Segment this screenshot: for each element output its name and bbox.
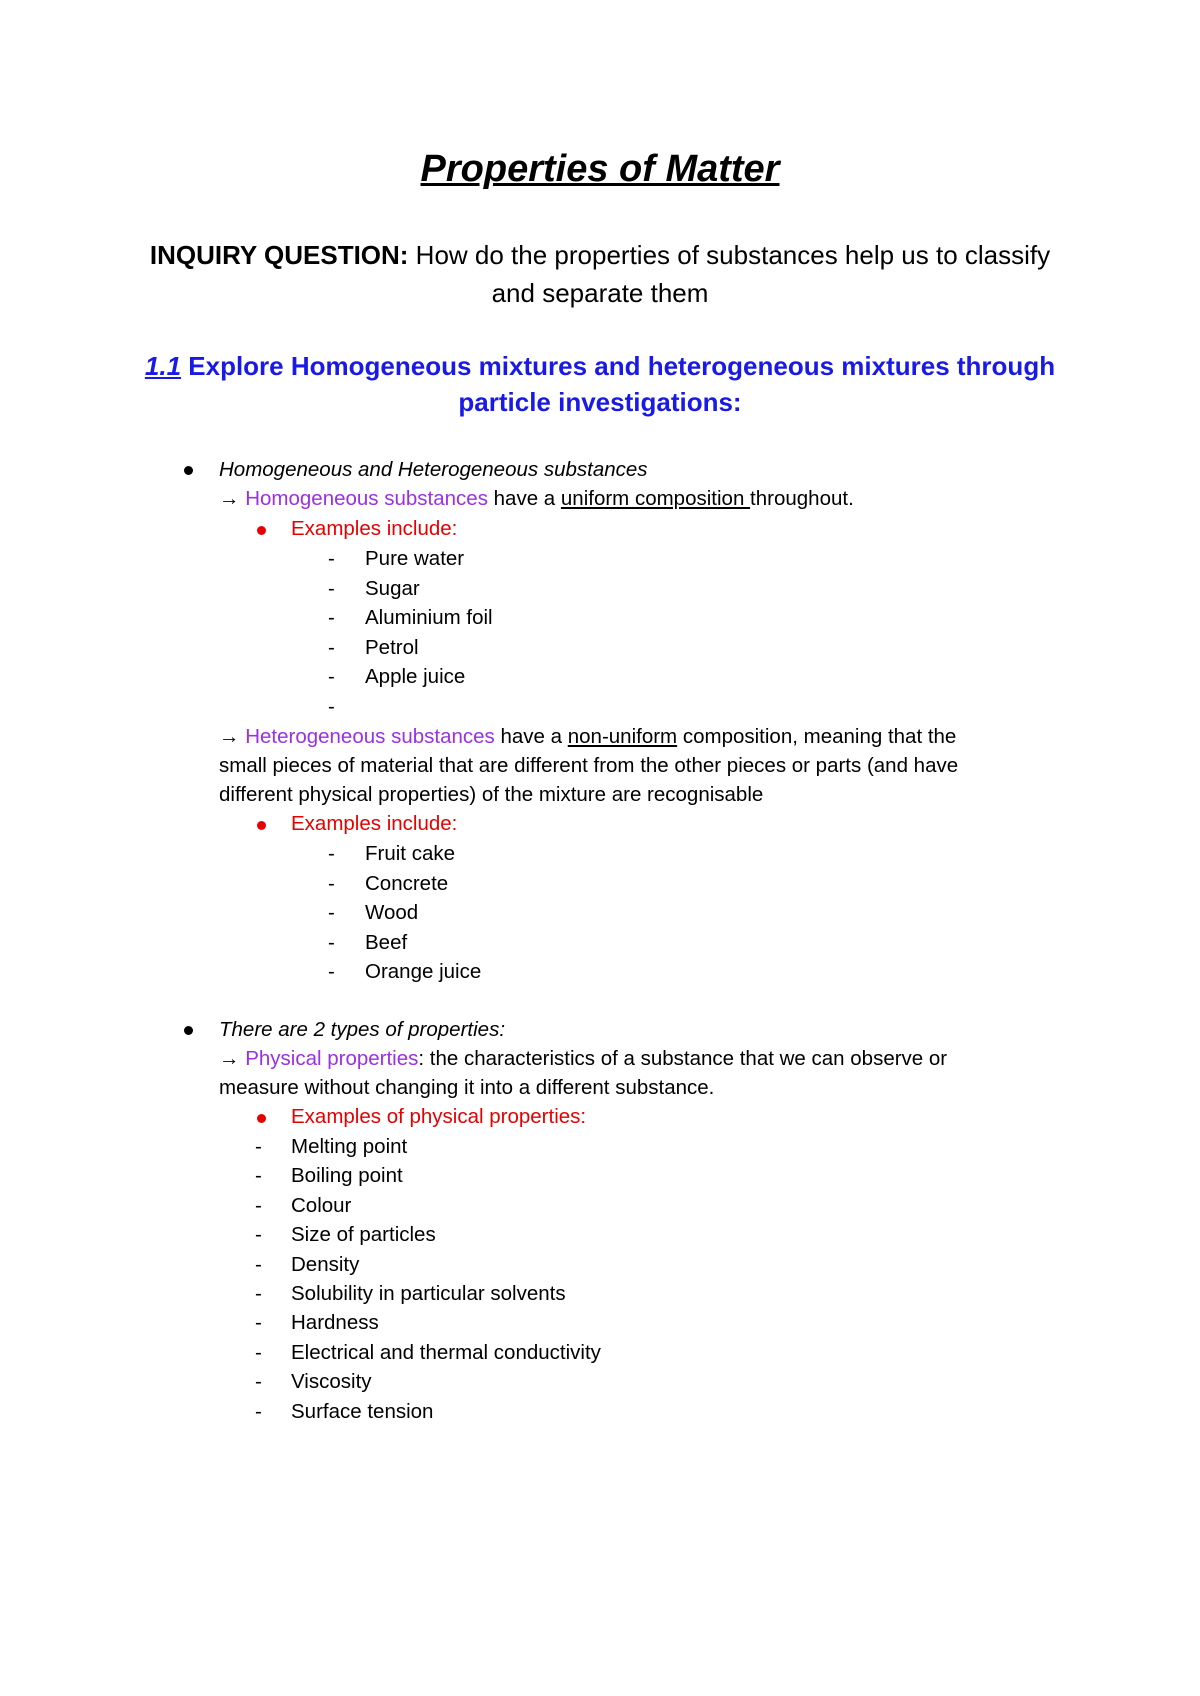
definition-text: have a (487, 487, 561, 510)
list-dash: - (255, 1223, 262, 1247)
list-dash: - (255, 1311, 262, 1335)
non-uniform-text: non-uniform (567, 725, 678, 748)
definition-text: : the characteristics of a substance that we can observe or (418, 1047, 948, 1070)
heterogeneous-definition-line2: small pieces of material that are different from the other pieces or parts (and have (219, 754, 959, 777)
list-item: Fruit cake (365, 842, 455, 865)
list-item: Wood (365, 901, 419, 924)
term-homogeneous: Homogeneous substances (245, 487, 488, 510)
list-item: Colour (291, 1193, 352, 1217)
list-dash: - (328, 635, 335, 659)
list-dash: - (255, 1252, 262, 1276)
list-item: Petrol (365, 635, 419, 659)
page-title: Properties of Matter (420, 148, 780, 190)
heterog-examples-label: Examples include: (291, 812, 458, 835)
bullet-dot-red (257, 1114, 266, 1123)
list-item: Apple juice (365, 665, 466, 688)
list-item: Melting point (291, 1135, 408, 1158)
list-item: Pure water (365, 547, 465, 570)
section-title: Explore Homogeneous mixtures and heterogeneous mixtures through particle investigations: (181, 351, 1056, 417)
list-item: Viscosity (291, 1370, 372, 1394)
heterogeneous-definition-line1 (219, 722, 956, 751)
list-dash: - (328, 547, 335, 570)
list-dash: - (255, 1193, 262, 1217)
bullet-heading-homog-heterog: Homogeneous and Heterogeneous substances (219, 458, 648, 481)
list-dash: - (255, 1340, 262, 1364)
list-dash: - (328, 960, 335, 983)
list-dash: - (328, 576, 335, 600)
arrow-symbol: → (219, 487, 246, 510)
list-item: Beef (365, 930, 408, 954)
bullet-dot-red (257, 821, 266, 830)
physical-definition-line2: measure without changing it into a different substance. (219, 1076, 715, 1099)
list-item: Boiling point (291, 1164, 403, 1188)
physical-definition-line1 (219, 1044, 947, 1073)
bullet-dot-red (257, 526, 266, 535)
list-item: Hardness (291, 1311, 379, 1335)
list-item: Sugar (365, 576, 420, 600)
list-item: Aluminium foil (365, 606, 493, 629)
definition-text-end: throughout. (750, 487, 854, 510)
bullet-dot (184, 466, 193, 475)
list-item: Orange juice (365, 960, 482, 983)
homogeneous-definition (219, 484, 854, 513)
list-item: Density (291, 1252, 360, 1276)
term-heterogeneous: Heterogeneous substances (245, 725, 495, 748)
list-dash: - (328, 901, 335, 924)
bullet-heading-properties: There are 2 types of properties: (219, 1018, 506, 1041)
list-item: Electrical and thermal conductivity (291, 1340, 601, 1364)
term-physical-properties: Physical properties (245, 1047, 419, 1070)
list-dash: - (328, 930, 335, 954)
section-number: 1.1 (144, 351, 182, 381)
homog-examples-label: Examples include: (291, 517, 458, 540)
list-dash: - (328, 871, 335, 895)
list-dash: - (328, 606, 335, 629)
list-item: Size of particles (291, 1223, 436, 1247)
list-item: Surface tension (291, 1399, 434, 1423)
arrow-symbol: → (219, 1047, 246, 1070)
bullet-dot (184, 1026, 193, 1035)
arrow-symbol: → (219, 725, 246, 748)
uniform-composition-text: uniform composition (560, 487, 751, 510)
list-item: Solubility in particular solvents (291, 1282, 566, 1305)
heterogeneous-definition-line3: different physical properties) of the mixture are recognisable (219, 783, 764, 806)
inquiry-question (140, 236, 1060, 312)
list-dash: - (328, 665, 335, 688)
list-dash: - (328, 694, 335, 718)
list-dash: - (255, 1282, 262, 1305)
inquiry-label: INQUIRY QUESTION: (149, 240, 409, 270)
definition-text: have a (494, 725, 568, 748)
section-heading (140, 348, 1060, 420)
physical-examples-label: Examples of physical properties: (291, 1105, 587, 1128)
definition-text-end: composition, meaning that the (677, 725, 957, 748)
list-dash: - (255, 1135, 262, 1158)
list-item: Concrete (365, 871, 449, 895)
list-dash: - (255, 1164, 262, 1188)
inquiry-text: How do the properties of substances help us to classify and separate them (408, 240, 1051, 308)
list-dash: - (255, 1370, 262, 1394)
list-dash: - (328, 842, 335, 865)
list-dash: - (255, 1399, 262, 1423)
